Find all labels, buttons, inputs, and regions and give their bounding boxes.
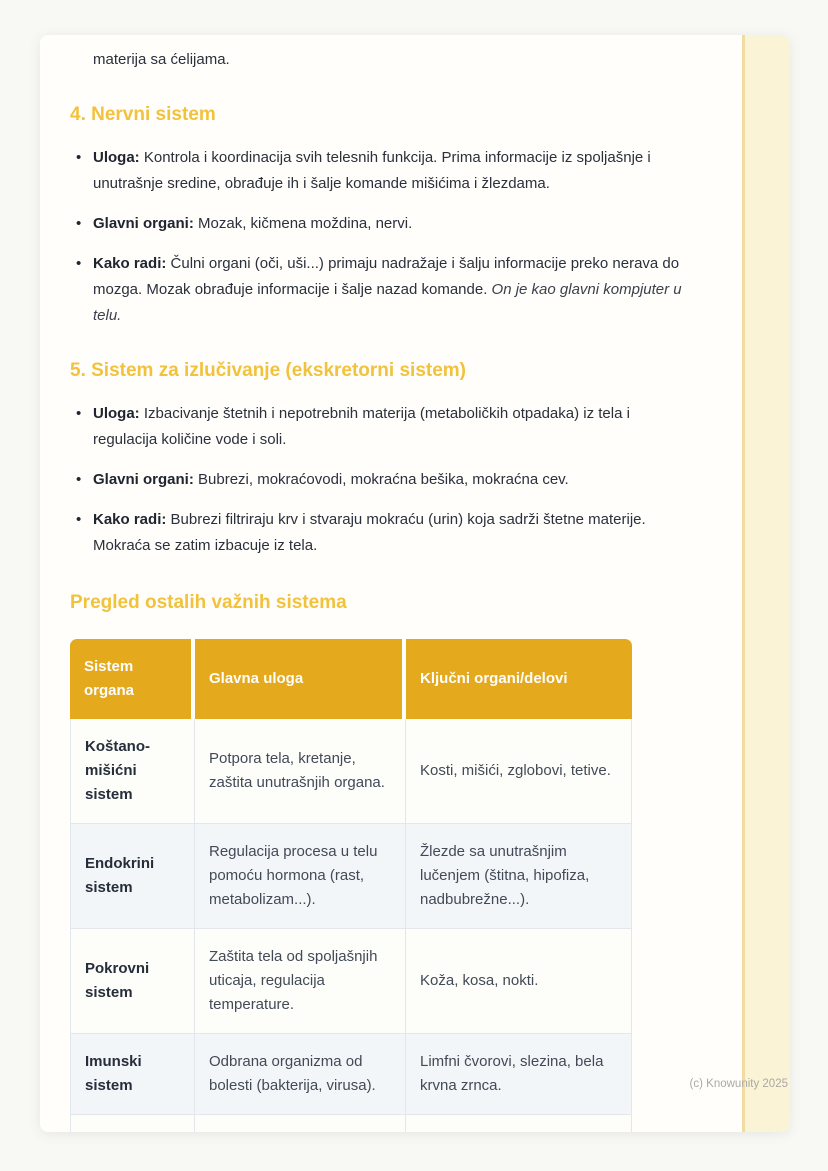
- bullet-list: [70, 145, 695, 329]
- table-cell: Endokrini sistem: [70, 824, 195, 929]
- table-header-cell: Glavna uloga: [195, 639, 406, 719]
- table-cell: Pokrovni sistem: [70, 929, 195, 1034]
- table-cell: [70, 1115, 195, 1132]
- bullet-label: Uloga:: [93, 405, 144, 422]
- bullet-item: • Glavni organi: Bubrezi, mokraćovodi, mokraćna bešika, mokraćna cev.: [70, 467, 695, 493]
- table-header-row: [70, 639, 632, 719]
- table-cell: Potpora tela, kretanje, zaštita unutrašnjih organa.: [195, 719, 406, 824]
- bullet-italic-note: On je kao glavni kompjuter u telu.: [93, 281, 682, 324]
- table-row: [70, 824, 632, 929]
- page-content: [40, 35, 742, 1132]
- table-cell: Kosti, mišići, zglobovi, tetive.: [406, 719, 632, 824]
- table-row: [70, 1115, 632, 1132]
- systems-table: [70, 639, 632, 1132]
- table-cell: Limfni čvorovi, slezina, bela krvna zrnca.: [406, 1034, 632, 1115]
- document-page: [40, 35, 790, 1132]
- bullet-label: Kako radi:: [93, 511, 171, 528]
- content-section: [70, 103, 742, 329]
- table-row: [70, 929, 632, 1034]
- content-section: [70, 359, 742, 559]
- table-cell: [406, 1115, 632, 1132]
- table-header-cell: Sistem organa: [70, 639, 195, 719]
- section-heading: 5. Sistem za izlučivanje (ekskretorni sistem): [70, 360, 467, 381]
- table-cell: Žlezde sa unutrašnjim lučenjem (štitna, hipofiza, nadbubrežne...).: [406, 824, 632, 929]
- bullet-label: Glavni organi:: [93, 215, 199, 232]
- bullet-label: Glavni organi:: [93, 471, 199, 488]
- sections-container: [70, 103, 742, 559]
- table-cell: [195, 1115, 406, 1132]
- table-cell: Imunski sistem: [70, 1034, 195, 1115]
- bullet-item: • Uloga: Izbacivanje štetnih i nepotrebnih materija (metaboličkih otpadaka) iz tela i regulacija količine vode i soli.: [70, 401, 695, 453]
- bullet-label: Kako radi:: [93, 255, 171, 272]
- bullet-item: • Kako radi: Čulni organi (oči, uši...) primaju nadražaje i šalju informacije preko nerava do mozga. Mozak obrađuje informacije i šalje nazad komande. On je kao glavni kompjuter u telu.: [70, 251, 695, 329]
- bullet-label: Uloga:: [93, 149, 144, 166]
- table-cell: Zaštita tela od spoljašnjih uticaja, regulacija temperature.: [195, 929, 406, 1034]
- table-row: [70, 1034, 632, 1115]
- table-cell: Koštano-mišićni sistem: [70, 719, 195, 824]
- bullet-item: • Glavni organi: Mozak, kičmena moždina, nervi.: [70, 211, 695, 237]
- bullet-list: [70, 401, 695, 559]
- bullet-item: • Uloga: Kontrola i koordinacija svih telesnih funkcija. Prima informacije iz spoljašnje i unutrašnje sredine, obrađuje ih i šalje komande mišićima i žlezdama.: [70, 145, 695, 197]
- table-cell: Odbrana organizma od bolesti (bakterija, virusa).: [195, 1034, 406, 1115]
- table-section-heading: Pregled ostalih važnih sistema: [70, 592, 347, 613]
- table-header-cell: Ključni organi/delovi: [406, 639, 632, 719]
- copyright-watermark: (c) Knowunity 2025: [689, 1078, 788, 1090]
- table-cell: Koža, kosa, nokti.: [406, 929, 632, 1034]
- paragraph-continuation: materija sa ćelijama.: [93, 51, 230, 68]
- table-cell: Regulacija procesa u telu pomoću hormona (rast, metabolizam...).: [195, 824, 406, 929]
- section-heading: 4. Nervni sistem: [70, 104, 216, 125]
- table-row: [70, 719, 632, 824]
- page-edge-accent-strip: [742, 35, 790, 1132]
- bullet-item: • Kako radi: Bubrezi filtriraju krv i stvaraju mokraću (urin) koja sadrži štetne materije. Mokraća se zatim izbacuje iz tela.: [70, 507, 695, 559]
